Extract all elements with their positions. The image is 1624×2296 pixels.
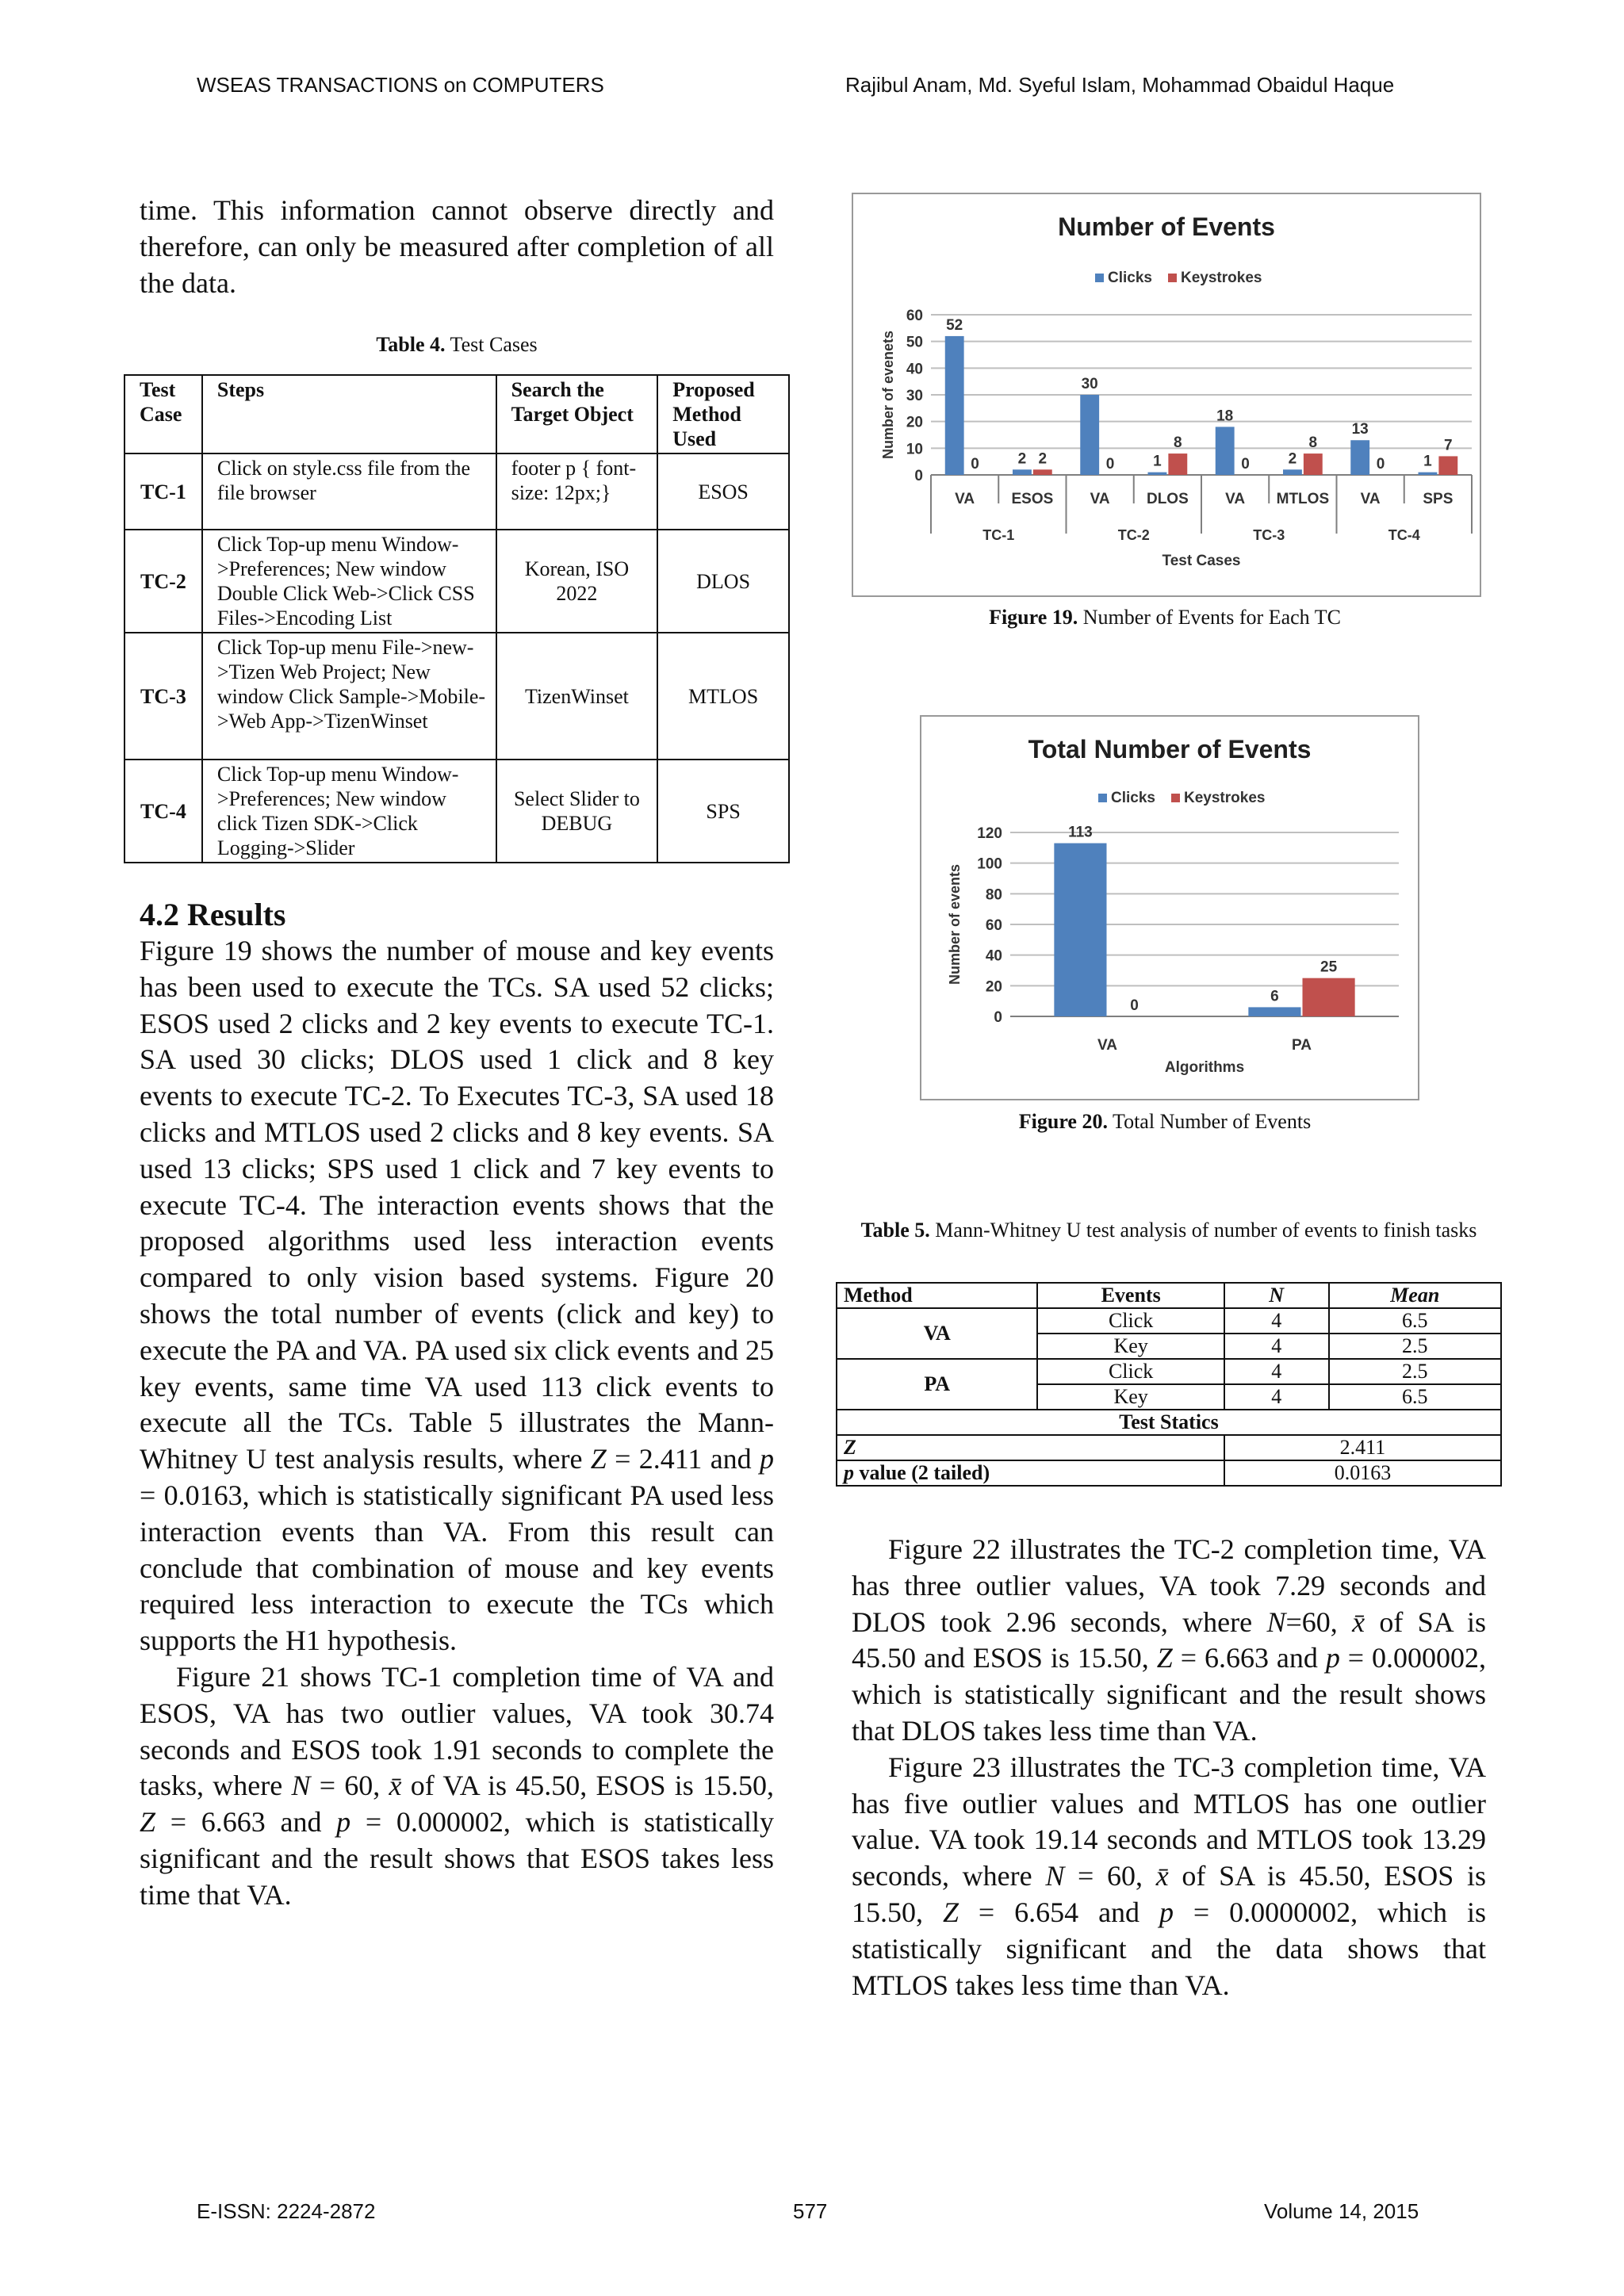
table4-method: ESOS: [657, 453, 789, 530]
text-run: = 6.654 and: [958, 1896, 1159, 1928]
footer-page-number: 577: [793, 2199, 828, 2223]
y-tick-label: 10: [906, 441, 923, 458]
text-run: Figure 19 shows the number of mouse and key events has been used to execute the TCs. SA used 52 clicks; ESOS used 2 clicks and 2 key events to execute TC-1. SA used 30 clicks; DLOS used 1 click and 8 key events to execute TC-2. To Executes TC-3, SA used 18 clicks and MTLOS used 2 clicks and 8 key events. SA used 13 clicks; SPS used 1 click and 7 key events to execute TC-4. The interaction events shows that the proposed algorithms used less interaction events compared to only vision based systems. Figure 20 shows the total number of events (click and key) to execute the PA and VA. PA used six click events and 25 key events, same time VA used 113 click events to execute all the TCs. Table 5 illustrates the Mann-Whitney U test analysis results, where: [140, 935, 774, 1475]
bar-keystrokes: [1438, 456, 1457, 475]
table5-n: 4: [1224, 1359, 1329, 1384]
table-row: [124, 633, 789, 760]
table4-header-cell: Steps: [202, 375, 496, 453]
results-paragraph-right: [852, 1532, 1486, 2003]
bar-clicks: [1216, 427, 1235, 475]
table4-steps: Click Top-up menu Window->Preferences; New window Double Click Web->Click CSS Files->Encoding List: [202, 530, 496, 633]
table4-steps: Click Top-up menu File->new->Tizen Web Project; New window Click Sample->Mobile->Web App->TizenWinset: [202, 633, 496, 760]
figure-19-svg: [853, 194, 1480, 595]
table5-method-va: VA: [837, 1308, 1037, 1359]
table4-id: TC-4: [124, 760, 202, 863]
x-tick-label: VA: [1090, 491, 1110, 507]
y-tick-label: 60: [985, 917, 1002, 934]
table5-mean: 6.5: [1329, 1384, 1502, 1410]
table-row: [124, 530, 789, 633]
text-run: = 6.663 and: [155, 1806, 337, 1839]
text-run: p: [1325, 1642, 1340, 1674]
table5-mean: 2.5: [1329, 1334, 1502, 1359]
y-tick-label: 60: [906, 308, 923, 324]
table4-caption: [140, 333, 774, 357]
x-tick-label: ESOS: [1011, 491, 1054, 507]
text-run: = 60,: [1064, 1860, 1156, 1892]
text-run: Z: [942, 1896, 959, 1928]
legend-swatch-clicks: [1098, 794, 1107, 802]
table4-steps: Click on style.css file from the file browser: [202, 453, 496, 530]
table-row: [124, 453, 789, 530]
figure-19-caption-text: Number of Events for Each TC: [1082, 606, 1341, 629]
table-row: [837, 1359, 1501, 1384]
group-label: TC-2: [1117, 527, 1150, 543]
table5-z-value: 2.411: [1224, 1435, 1501, 1460]
footer-volume: Volume 14, 2015: [1264, 2199, 1419, 2223]
data-label: 0: [1376, 456, 1385, 473]
table4-header-cell: Test Case: [124, 375, 202, 453]
data-label: 0: [971, 456, 979, 473]
x-tick-label: PA: [1292, 1037, 1312, 1054]
bar-clicks: [1283, 469, 1302, 475]
data-label: 7: [1444, 437, 1453, 454]
text-run: =60,: [1285, 1605, 1353, 1638]
bar-keystrokes: [1168, 453, 1187, 475]
table5-header-cell: Mean: [1329, 1283, 1502, 1308]
table4-method: SPS: [657, 760, 789, 863]
table4-target: Korean, ISO 2022: [496, 530, 658, 633]
y-tick-label: 0: [914, 468, 923, 484]
data-label: 25: [1320, 959, 1338, 976]
bar-clicks: [1054, 844, 1106, 1016]
table4-method: DLOS: [657, 530, 789, 633]
results-paragraph-1: [140, 933, 774, 1914]
table-row: [837, 1435, 1501, 1460]
legend-label-clicks: Clicks: [1108, 270, 1152, 286]
data-label: 2: [1288, 450, 1297, 468]
y-axis-label: Number of events: [947, 863, 963, 985]
table5-n: 4: [1224, 1384, 1329, 1410]
table4-target: Select Slider to DEBUG: [496, 760, 658, 863]
data-label: 6: [1270, 988, 1279, 1005]
x-tick-label: VA: [1225, 491, 1246, 507]
table5-header-cell: Method: [837, 1283, 1037, 1308]
table4-id: TC-1: [124, 453, 202, 530]
data-label: 0: [1241, 456, 1250, 473]
legend-label-keystrokes: Keystrokes: [1181, 270, 1262, 286]
data-label: 8: [1174, 434, 1182, 452]
figure-20-caption-label: Figure 20.: [1018, 1110, 1108, 1133]
text-run: Figure 21 shows TC-1 completion time of VA and ESOS, VA has two outlier values, VA took 30.74 seconds and ESOS took 1.91 seconds to complete the tasks, where: [140, 1660, 774, 1802]
bar-keystrokes: [1033, 469, 1052, 475]
figure-19-caption-label: Figure 19.: [989, 606, 1078, 629]
bar-keystrokes: [1303, 978, 1355, 1016]
table5-method-pa: PA: [837, 1359, 1037, 1410]
x-tick-label: VA: [1360, 491, 1381, 507]
text-run: Z: [590, 1443, 607, 1475]
text-run: = 0.000002, which is statistically significant and the result shows that DLOS takes less time than VA.: [852, 1642, 1486, 1747]
text-run: N: [1045, 1860, 1065, 1892]
bar-clicks: [1248, 1007, 1300, 1016]
data-label: 1: [1153, 453, 1162, 470]
table-row: [837, 1410, 1501, 1435]
text-run: = 6.663 and: [1172, 1642, 1326, 1674]
y-tick-label: 40: [906, 361, 923, 378]
bar-clicks: [1148, 473, 1167, 475]
footer-issn: E-ISSN: 2224-2872: [197, 2199, 376, 2223]
table5-mean: 6.5: [1329, 1308, 1502, 1334]
y-tick-label: 120: [977, 825, 1002, 842]
y-tick-label: 20: [985, 978, 1002, 996]
table4-id: TC-3: [124, 633, 202, 760]
y-tick-label: 80: [985, 886, 1002, 904]
table4-caption-text: Test Cases: [450, 333, 538, 356]
y-tick-label: 100: [977, 855, 1002, 873]
legend-swatch-keystrokes: [1171, 794, 1180, 802]
group-label: TC-1: [982, 527, 1015, 543]
table5-event: Click: [1037, 1308, 1224, 1334]
text-run: p: [336, 1806, 351, 1839]
group-label: TC-4: [1388, 527, 1420, 543]
figure-19-chart: [852, 193, 1481, 597]
data-label: 2: [1017, 450, 1027, 468]
bar-clicks: [1080, 395, 1099, 475]
table-row: [124, 760, 789, 863]
x-tick-label: VA: [1097, 1037, 1117, 1054]
legend-label-keystrokes: Keystrokes: [1184, 790, 1266, 806]
table5-event: Key: [1037, 1334, 1224, 1359]
figure-20-svg: [921, 717, 1418, 1099]
table5-header-cell: N: [1224, 1283, 1329, 1308]
intro-text: time. This information cannot observe directly and therefore, can only be measured after completion of all the data.: [140, 194, 774, 299]
y-tick-label: 0: [994, 1009, 1002, 1026]
text-run: Figure 23 illustrates the TC-3 completion time, VA has five outlier values and MTLOS has one outlier value. VA took 19.14 seconds and MTLOS took 13.29 seconds, where: [852, 1751, 1486, 1892]
table5-caption: [852, 1219, 1486, 1242]
text-run: Z: [1156, 1642, 1173, 1674]
text-run: of SA is 45.50 and ESOS is 15.50,: [852, 1605, 1486, 1674]
table-row: [837, 1308, 1501, 1334]
table4-target: footer p { font-size: 12px;}: [496, 453, 658, 530]
legend-swatch-keystrokes: [1168, 274, 1177, 282]
data-label: 0: [1105, 456, 1115, 473]
data-label: 52: [946, 316, 963, 334]
x-axis-label: Algorithms: [1164, 1059, 1245, 1076]
table5-n: 4: [1224, 1308, 1329, 1334]
text-run: x̄: [389, 1770, 402, 1802]
legend-label-clicks: Clicks: [1111, 790, 1155, 806]
table4-caption-label: Table 4.: [376, 333, 446, 356]
running-header-journal: WSEAS TRANSACTIONS on COMPUTERS: [197, 73, 604, 97]
y-tick-label: 50: [906, 334, 923, 351]
text-run: value (2 tailed): [854, 1461, 990, 1484]
table4-id: TC-2: [124, 530, 202, 633]
x-tick-label: DLOS: [1146, 491, 1189, 507]
figure-20-caption: [852, 1110, 1478, 1134]
y-tick-label: 30: [906, 388, 923, 404]
bar-clicks: [1013, 469, 1032, 475]
data-label: 0: [1130, 997, 1139, 1014]
text-run: = 0.0000002, which is statistically significant and the data shows that MTLOS takes less time than VA.: [852, 1896, 1487, 2001]
intro-paragraph: [140, 193, 774, 301]
group-label: TC-3: [1253, 527, 1285, 543]
table5-z-label: Z: [837, 1435, 1224, 1460]
table5-p-value: 0.0163: [1224, 1460, 1501, 1486]
text-run: Figure 22 illustrates the TC-2 completion time, VA has three outlier values, VA took 7.29 seconds and DLOS took 2.96 seconds, where: [852, 1533, 1486, 1638]
x-axis-label: Test Cases: [1162, 553, 1241, 569]
bar-keystrokes: [1304, 453, 1323, 475]
text-run: = 2.411 and: [606, 1443, 760, 1475]
text-run: of SA is 45.50, ESOS is 15.50,: [852, 1860, 1487, 1928]
data-label: 13: [1351, 421, 1369, 438]
data-label: 113: [1068, 824, 1093, 841]
figure-19-caption: [852, 606, 1478, 629]
data-label: 30: [1081, 376, 1098, 392]
table5-p-label: [837, 1460, 1224, 1486]
table4-header-cell: Search the Target Object: [496, 375, 658, 453]
table4-header-cell: Proposed Method Used: [657, 375, 789, 453]
chart-title: Total Number of Events: [1028, 735, 1312, 763]
table4-header-row: [124, 375, 789, 453]
x-tick-label: MTLOS: [1276, 491, 1330, 507]
y-tick-label: 20: [906, 414, 923, 431]
bar-clicks: [945, 336, 964, 475]
table5-header-row: [837, 1283, 1501, 1308]
y-tick-label: 40: [985, 947, 1002, 965]
table4-steps: Click Top-up menu Window->Preferences; New window click Tizen SDK->Click Logging->Slider: [202, 760, 496, 863]
y-axis-label: Number of evenets: [880, 330, 896, 460]
text-run: = 0.0163, which is statistically significant PA used less interaction events than VA. From this result can conclude that combination of mouse and key events required less interaction to execute the TCs which supports the H1 hypothesis.: [140, 1479, 774, 1657]
text-run: p: [760, 1443, 774, 1475]
text-run: p: [1159, 1896, 1174, 1928]
text-run: x̄: [1155, 1860, 1169, 1892]
text-run: = 0.000002, which is statistically significant and the result shows that ESOS takes less time that VA.: [140, 1806, 775, 1911]
text-run: Z: [140, 1806, 156, 1839]
table4-target: TizenWinset: [496, 633, 658, 760]
bar-clicks: [1350, 440, 1369, 475]
test-cases-table: [124, 374, 790, 863]
table5-statics-label: Test Statics: [837, 1410, 1501, 1435]
section-heading-results: 4.2 Results: [140, 897, 286, 932]
data-label: 18: [1216, 408, 1234, 425]
running-header-authors: Rajibul Anam, Md. Syeful Islam, Mohammad Obaidul Haque: [845, 73, 1395, 97]
text-run: x̄: [1352, 1605, 1365, 1638]
table5-event: Click: [1037, 1359, 1224, 1384]
text-run: N: [291, 1770, 311, 1802]
text-run: = 60,: [310, 1770, 389, 1802]
data-label: 1: [1423, 453, 1432, 470]
mann-whitney-table: [836, 1282, 1502, 1487]
data-label: 2: [1038, 450, 1048, 468]
bar-clicks: [1419, 473, 1438, 475]
x-tick-label: SPS: [1423, 491, 1454, 507]
table5-event: Key: [1037, 1384, 1224, 1410]
table5-caption-label: Table 5.: [860, 1219, 930, 1242]
table5-n: 4: [1224, 1334, 1329, 1359]
figure-20-chart: [920, 715, 1419, 1100]
table5-caption-text: Mann-Whitney U test analysis of number of events to finish tasks: [935, 1219, 1477, 1242]
text-run: N: [1266, 1605, 1286, 1638]
text-run: p: [844, 1461, 854, 1484]
data-label: 8: [1308, 434, 1318, 452]
table5-header-cell: Events: [1037, 1283, 1224, 1308]
figure-20-caption-text: Total Number of Events: [1113, 1110, 1312, 1133]
legend-swatch-clicks: [1095, 274, 1104, 282]
table4-method: MTLOS: [657, 633, 789, 760]
text-run: of VA is 45.50, ESOS is 15.50,: [401, 1770, 774, 1802]
table-row: [837, 1460, 1501, 1486]
chart-title: Number of Events: [1058, 212, 1275, 241]
table5-mean: 2.5: [1329, 1359, 1502, 1384]
x-tick-label: VA: [955, 491, 975, 507]
